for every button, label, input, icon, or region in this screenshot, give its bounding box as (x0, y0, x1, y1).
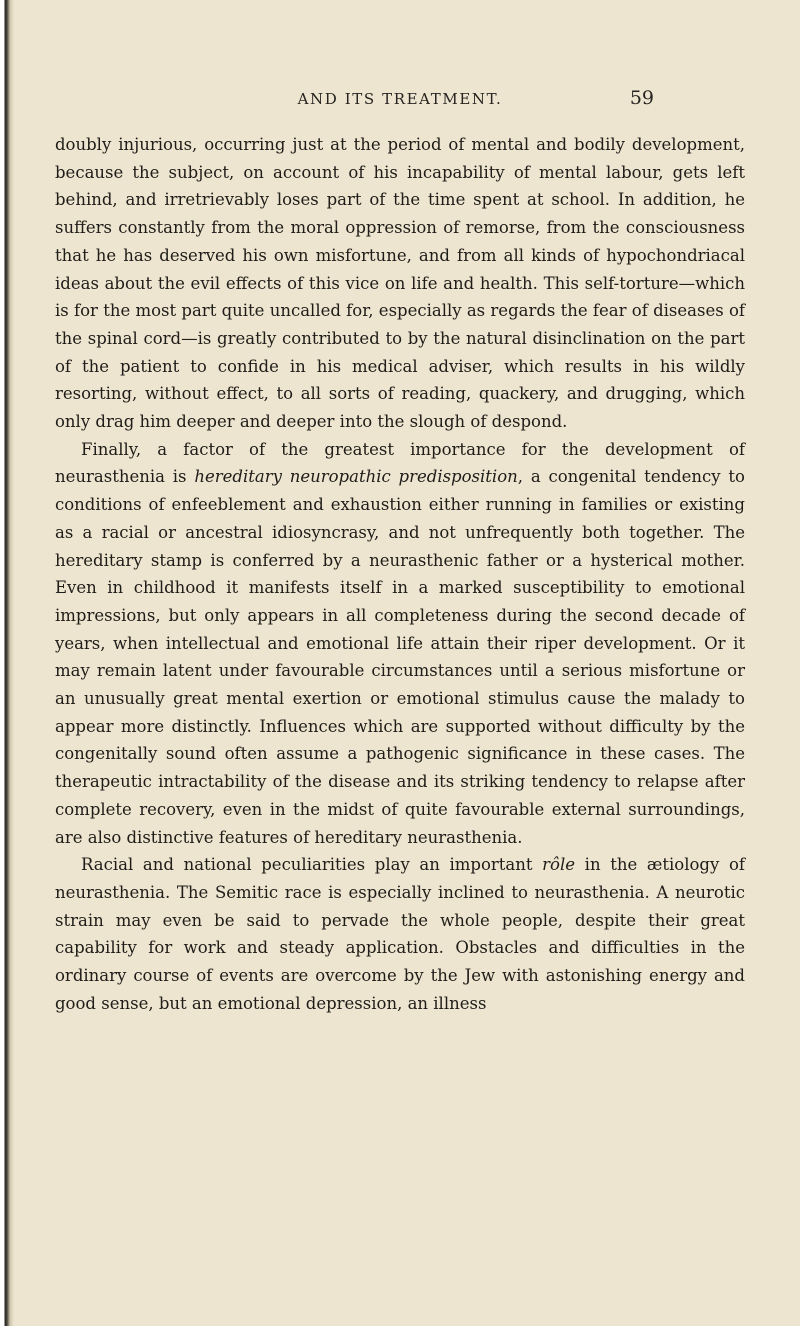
body-text (55, 131, 745, 1018)
paragraph-3 (55, 851, 745, 1017)
running-head: AND ITS TREATMENT. (297, 90, 503, 108)
page-gutter-shadow (0, 0, 14, 1326)
page-header (0, 87, 800, 120)
paragraph-2-italic-term: hereditary neuropathic predisposition (194, 467, 518, 487)
paragraph-3-text-after: in the ætiology of neurasthenia. The Semitic race is especially inclined to neurasthenia. A neurotic strain may even be said to pervade the whole people, despite their great capability for work and steady application. Obstacles and difficulties in the ordinary course of events are overcome by the Jew with astonishing energy and good sense, but an emotional depression, an illness (55, 855, 745, 1013)
paragraph-3-text-before: Racial and national peculiarities play an important (81, 855, 543, 875)
paragraph-2-text-after: , a congenital tendency to conditions of enfeeblement and exhaustion either running in families or existing as a racial or ancestral idiosyncrasy, and not unfrequently both together. The hereditary stamp is conferred by a neurasthenic father or a hysterical mother. Even in childhood it manifests itself in a marked susceptibility to emotional impressions, but only appears in all completeness during the second decade of years, when intellectual and emotional life attain their riper development. Or it may remain latent under favourable circumstances until a serious misfortune or an unusually great mental exertion or emotional stimulus cause the malady to appear more distinctly. Influences which are supported without difficulty by the congenitally sound often assume a pathogenic significance in these cases. The therapeutic intractability of the disease and its striking tendency to relapse after complete recovery, even in the midst of quite favourable external surroundings, are also distinctive features of hereditary neurasthenia. (55, 467, 745, 847)
paragraph-1: doubly injurious, occurring just at the period of mental and bodily development, because the subject, on account of his incapability of mental labour, gets left behind, and irretrievably loses part of the time spent at school. In addition, he suffers constantly from the moral oppression of remorse, from the consciousness that he has deserved his own misfortune, and from all kinds of hypochondriacal ideas about the evil effects of this vice on life and health. This self-torture—which is for the most part quite uncalled for, especially as regards the fear of diseases of the spinal cord—is greatly contributed to by the natural disinclination on the part of the patient to confide in his medical adviser, which results in his wildly resorting, without effect, to all sorts of reading, quackery, and drugging, which only drag him deeper and deeper into the slough of despond. (55, 135, 745, 432)
paragraph-2 (55, 436, 745, 852)
paragraph-3-italic-term: rôle (542, 855, 576, 875)
page-number: 59 (629, 87, 654, 109)
paragraph-2-text-before: Finally, a factor of the greatest importance for the development of neurasthenia is (55, 439, 745, 487)
